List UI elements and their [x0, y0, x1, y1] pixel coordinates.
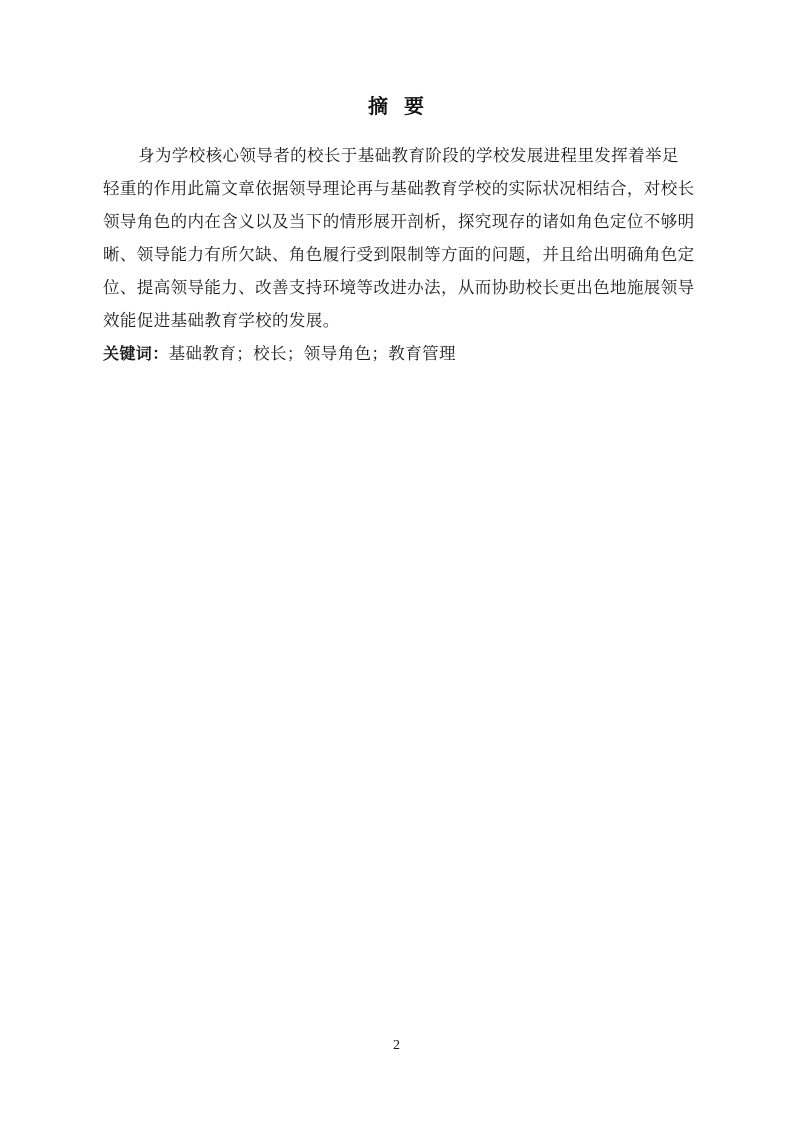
abstract-line-3: 领导角色的内在含义以及当下的情形展开剖析，探究现存的诸如角色定位不够明 — [103, 212, 695, 231]
abstract-line-4: 晰、领导能力有所欠缺、角色履行受到限制等方面的问题，并且给出明确角色定 — [103, 245, 695, 264]
abstract-body — [103, 139, 695, 371]
page-number: 2 — [393, 1038, 400, 1053]
page-footer — [0, 1036, 793, 1054]
page-title: 摘 要 — [368, 96, 425, 118]
abstract-line-1: 身为学校核心领导者的校长于基础教育阶段的学校发展进程里发挥着举足 — [138, 146, 679, 165]
keywords-label: 关键词： — [103, 346, 169, 363]
abstract-line-6: 效能促进基础教育学校的发展。 — [103, 311, 340, 330]
keywords-text: 基础教育；校长；领导角色；教育管理 — [168, 344, 456, 363]
abstract-line-5: 位、提高领导能力、改善支持环境等改进办法，从而协助校长更出色地施展领导 — [103, 278, 695, 297]
keywords-line — [103, 337, 690, 371]
abstract-line-2: 轻重的作用此篇文章依据领导理论再与基础教育学校的实际状况相结合，对校长 — [103, 179, 695, 198]
